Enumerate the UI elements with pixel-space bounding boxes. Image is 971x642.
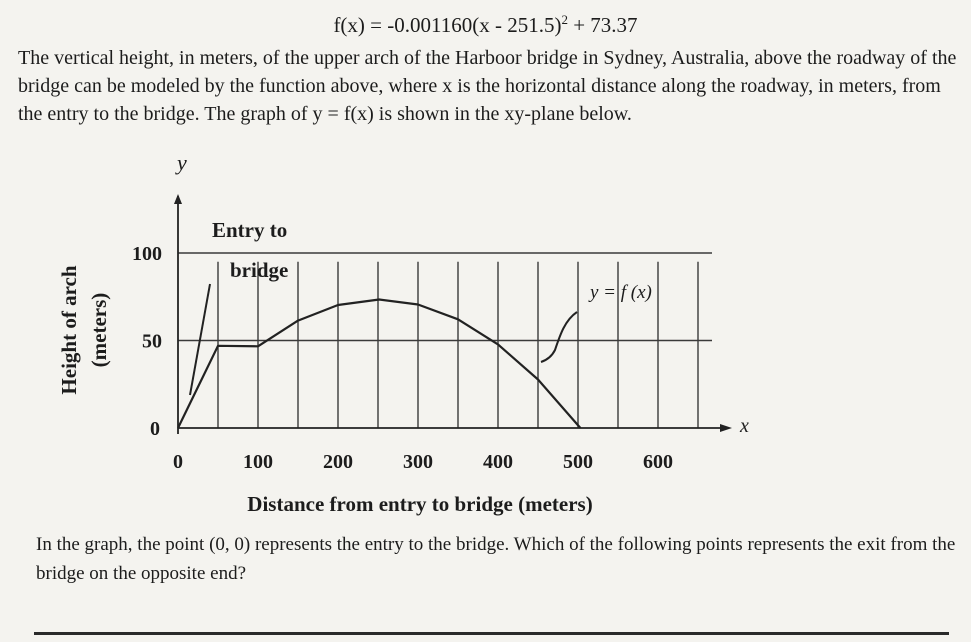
x-tick-label: 400 <box>483 451 513 473</box>
question-paragraph: In the graph, the point (0, 0) represents the entry to the bridge. Which of the following points represents the exit from the bridge on the opposite end? <box>36 534 956 584</box>
formula-base: f(x) = -0.001160(x - 251.5) <box>333 13 562 37</box>
x-tick-label: 600 <box>643 451 673 473</box>
formula-constant: + 73.37 <box>567 13 638 37</box>
y-tick-label: 50 <box>142 330 162 353</box>
y-tick-label: 0 <box>150 418 160 440</box>
arch-curve <box>178 300 580 429</box>
entry-label-pointer <box>190 284 210 395</box>
y-tick-label: 100 <box>132 243 162 265</box>
x-axis-arrow <box>720 424 732 432</box>
y-axis-title-line2: (meters) <box>87 292 111 368</box>
chart-curve <box>178 284 581 428</box>
x-tick-label: 300 <box>403 451 433 473</box>
x-axis-letter: x <box>740 415 749 437</box>
intro-paragraph: The vertical height, in meters, of the upper arch of the Harboor bridge in Sydney, Australia, above the roadway of the bridge can be modeled by the function above, where x is the horizontal distance along the roadway, in meters, from the entry to the bridge. The graph of y = f(x) is shown in the xy-plane below. <box>18 47 957 125</box>
y-axis-letter: y <box>177 150 187 175</box>
x-tick-label: 0 <box>173 451 183 473</box>
x-tick-label: 100 <box>243 451 273 473</box>
x-tick-label: 200 <box>323 451 353 473</box>
curve-label: y = f (x) <box>590 282 652 303</box>
formula-exponent: 2 <box>561 12 568 27</box>
x-tick-label: 500 <box>563 451 593 473</box>
x-axis-title: Distance from entry to bridge (meters) <box>247 492 593 516</box>
bottom-divider <box>34 632 949 635</box>
y-axis-arrow <box>174 194 182 204</box>
entry-label-line2: bridge <box>230 258 289 282</box>
y-axis-title-line1: Height of arch <box>57 265 81 395</box>
entry-label-line1: Entry to <box>212 218 288 242</box>
curve-label-pointer <box>541 312 577 362</box>
